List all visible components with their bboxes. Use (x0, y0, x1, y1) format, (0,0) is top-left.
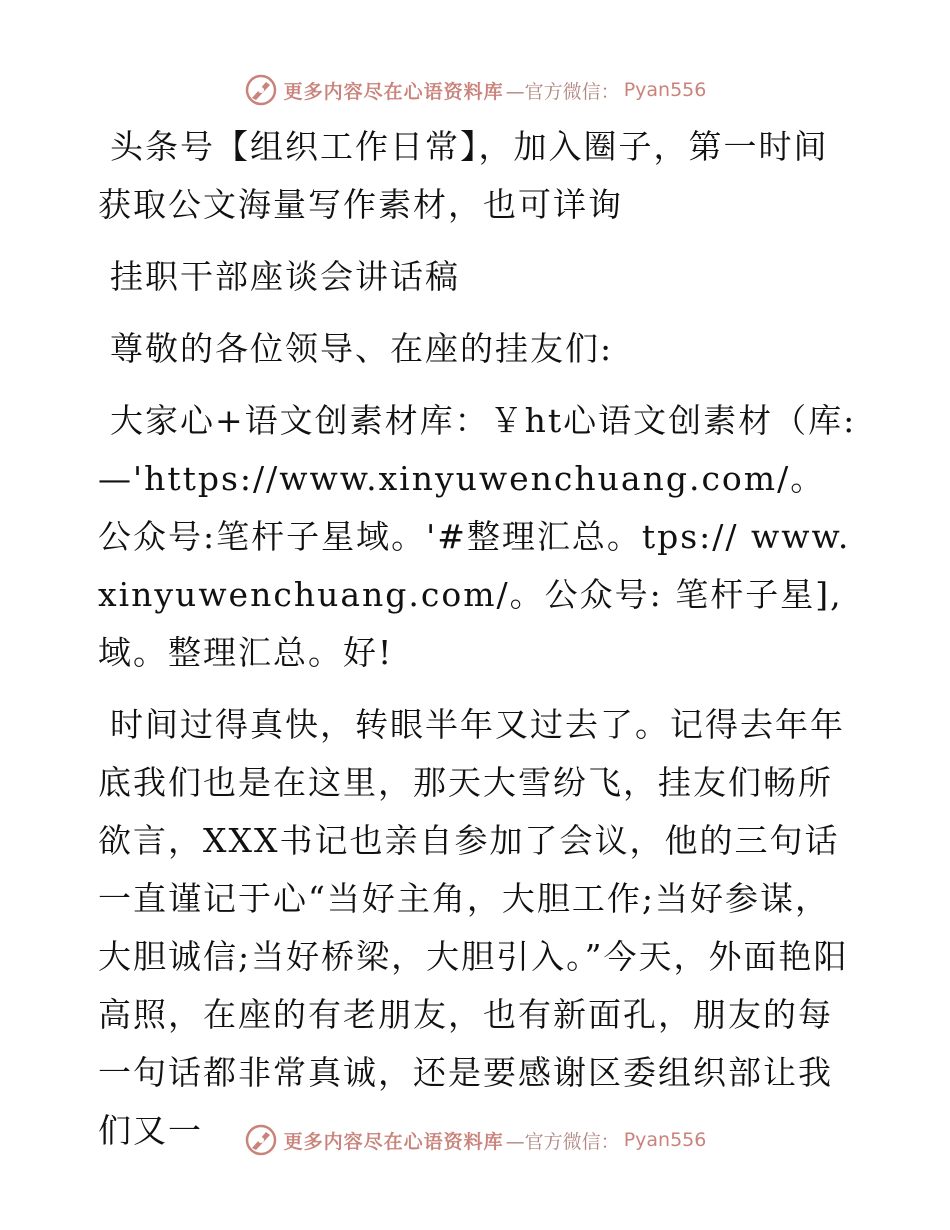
pen-logo-icon (244, 73, 278, 107)
header-watermark (0, 70, 950, 110)
pen-logo-icon (244, 1123, 278, 1157)
document-title: 挂职干部座谈会讲话稿 (110, 257, 460, 296)
banner-main-text: 更多内容尽在心语资料库 (283, 80, 504, 103)
banner-wechat-id: Pyan556 (623, 79, 707, 101)
banner-main-text: 更多内容尽在心语资料库 (283, 1130, 504, 1153)
salutation: 尊敬的各位领导、在座的挂友们: (110, 329, 614, 368)
banner-wechat-id: Pyan556 (623, 1129, 707, 1151)
banner-sub-text: —官方微信： (505, 1130, 620, 1153)
watermark-paragraph: 大家心+语文创素材库：￥ht心语文创素材（库: —'https://www.xinyuwenchuang.com/。公众号:笔杆子星域。'#整理汇总。tps:// www.xinyuwenchuang.com/。公众号: 笔杆子星], 域。整理汇总。好! (98, 401, 857, 672)
banner-sub-text: —官方微信： (505, 80, 620, 103)
body-paragraph: 时间过得真快，转眼半年又过去了。记得去年年底我们也是在这里，那天大雪纷飞，挂友们畅所欲言，XXX书记也亲自参加了会议，他的三句话一直谨记于心“当好主角，大胆工作;当好参谋，大胆诚信;当好桥梁，大胆引入。”今天，外面艳阳高照，在座的有老朋友，也有新面孔，朋友的每一句话都非常真诚，还是要感谢区委组织部让我们又一 (98, 705, 849, 1150)
intro-paragraph: 头条号【组织工作日常】，加入圈子，第一时间获取公文海量写作素材，也可详询 (98, 127, 829, 224)
footer-watermark (0, 1120, 950, 1160)
document-body (98, 118, 858, 1174)
